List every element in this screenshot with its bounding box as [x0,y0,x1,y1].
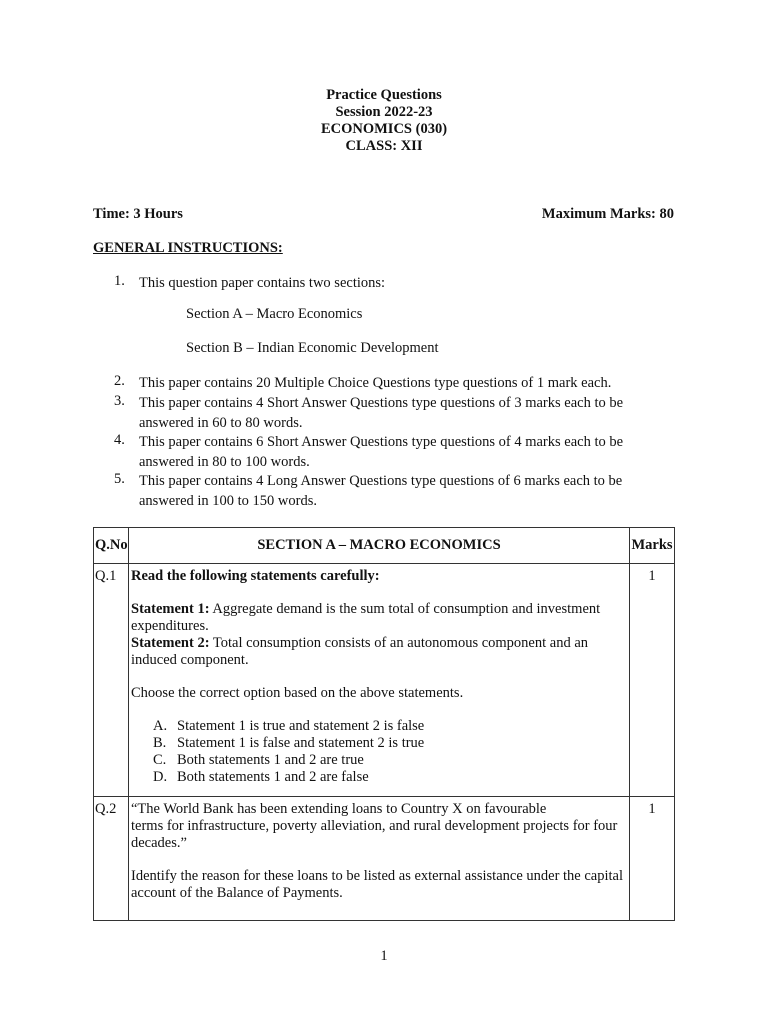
section-b-line: Section B – Indian Economic Development [186,340,439,356]
question-intro: Read the following statements carefully: [131,568,380,584]
header-session: Session 2022-23 [335,104,433,120]
option-text: Statement 1 is false and statement 2 is true [177,735,425,751]
question-number: Q.2 [94,797,129,921]
case-quote [131,801,627,852]
section-a-line: Section A – Macro Economics [186,306,363,322]
option-letter: A. [153,718,168,734]
option-text: Both statements 1 and 2 are true [177,752,364,768]
option-letter: D. [153,769,168,785]
time-allowed: Time: 3 Hours [93,206,183,222]
instruction-text: This question paper contains two sections: [139,275,386,291]
header-subject: ECONOMICS (030) [320,121,448,137]
question-marks: 1 [630,564,675,797]
instruction-text: This paper contains 6 Short Answer Questions type questions of 4 marks each to be answered in 80 to 100 words. [139,434,624,470]
question-body [129,564,630,797]
statement-1-label: Statement 1: [131,601,210,617]
maximum-marks: Maximum Marks: 80 [541,206,674,222]
header-title: Practice Questions [326,87,442,103]
table-header-row [94,528,675,564]
case-quote-line-1: “The World Bank has been extending loans to Country X on favourable [131,801,547,817]
instruction-text: This paper contains 20 Multiple Choice Questions type questions of 1 mark each. [139,375,612,391]
statement-1-text: Aggregate demand is the sum total of consumption and investment expenditures. [131,601,601,634]
question-text: Identify the reason for these loans to be listed as external assistance under the capital account of the Balance of Payments. [131,868,624,901]
instructions-heading: GENERAL INSTRUCTIONS: [93,240,283,256]
question-body [129,797,630,921]
statement-2 [131,635,627,669]
option-item [153,769,627,786]
instruction-number: 2. [114,373,125,389]
option-text: Both statements 1 and 2 are false [177,769,369,785]
options-list [131,718,627,786]
questions-table [93,527,675,921]
instruction-number: 5. [114,471,125,487]
instruction-number: 3. [114,393,125,409]
option-item [153,752,627,769]
option-letter: C. [153,752,167,768]
qno-header: Q.No [94,528,129,564]
option-item [153,735,627,752]
instruction-number: 4. [114,432,125,448]
statement-2-text: Total consumption consists of an autonomous component and an induced component. [131,635,589,668]
option-item [153,718,627,735]
case-quote-rest: terms for infrastructure, poverty alleviation, and rural development projects for four decades.” [131,818,618,851]
statement-2-label: Statement 2: [131,635,210,651]
header-class: CLASS: XII [345,138,423,154]
instruction-text: This paper contains 4 Short Answer Questions type questions of 3 marks each to be answered in 60 to 80 words. [139,395,624,431]
option-letter: B. [153,735,167,751]
section-title-header: SECTION A – MACRO ECONOMICS [129,528,630,564]
instruction-text: This paper contains 4 Long Answer Questions type questions of 6 marks each to be answered in 100 to 150 words. [139,473,623,509]
table-row [94,564,675,797]
document-header [0,87,768,155]
table-row [94,797,675,921]
option-text: Statement 1 is true and statement 2 is false [177,718,425,734]
page-number: 1 [380,948,388,964]
instruction-number: 1. [114,273,125,289]
question-number: Q.1 [94,564,129,797]
question-marks: 1 [630,797,675,921]
statement-1 [131,601,627,635]
question-prompt: Choose the correct option based on the above statements. [131,685,464,701]
marks-header: Marks [630,528,675,564]
